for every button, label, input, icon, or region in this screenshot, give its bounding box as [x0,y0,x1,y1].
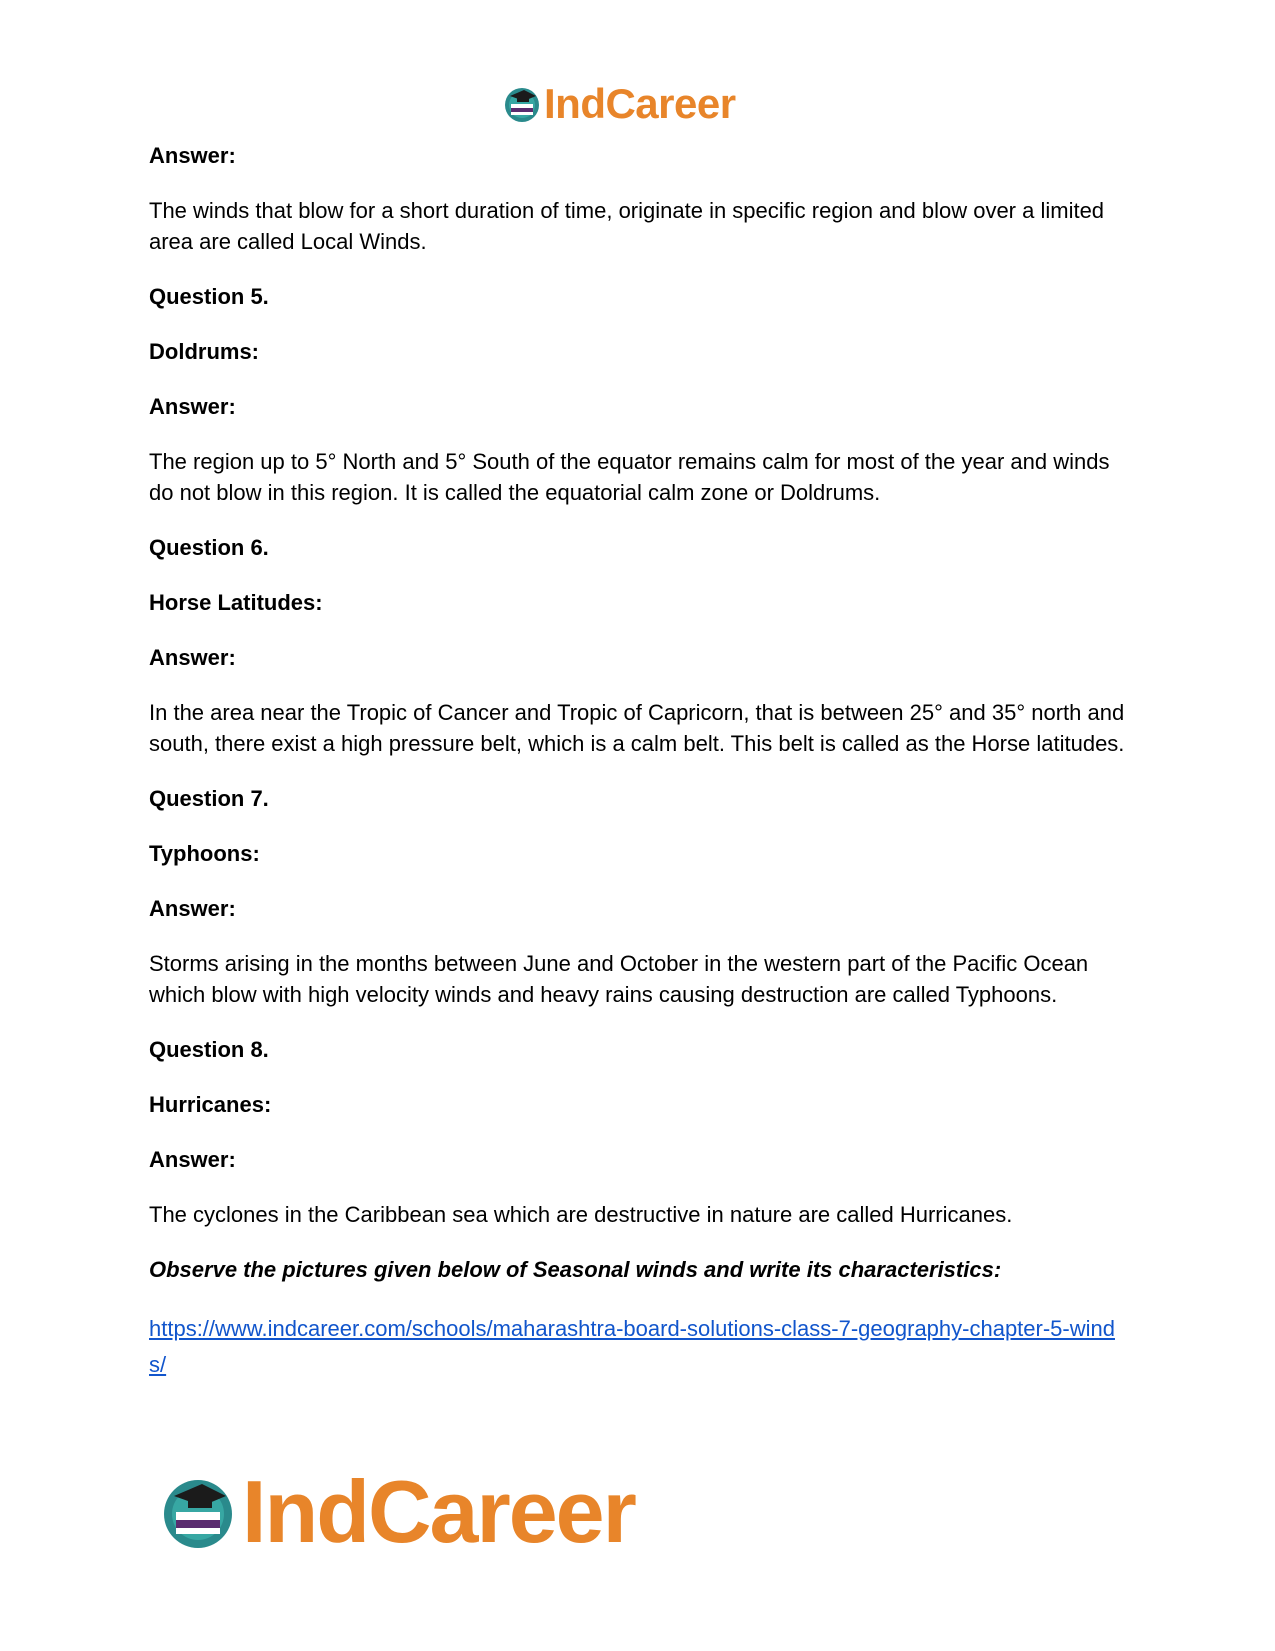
answer-text: The winds that blow for a short duration of time, originate in specific region and blow over a limited area are called Local Winds. [149,198,1105,254]
answer-text: The cyclones in the Caribbean sea which are destructive in nature are called Hurricanes. [149,1202,1013,1227]
question-number: Question 7. [149,786,269,811]
question-term: Doldrums: [149,339,259,364]
graduation-cap-book-globe-icon [158,1472,238,1552]
graduation-cap-book-globe-icon [502,84,542,124]
header-logo [502,78,736,130]
answer-label: Answer: [149,143,236,168]
question-number: Question 5. [149,284,269,309]
instruction-text: Observe the pictures given below of Seasonal winds and write its characteristics: [149,1257,1002,1282]
answer-text: Storms arising in the months between June and October in the western part of the Pacific Ocean which blow with high velocity winds and heavy rains causing destruction are called Typhoons. [149,951,1089,1007]
brand-name: IndCareer [242,1462,635,1561]
source-link[interactable]: https://www.indcareer.com/schools/maharashtra-board-solutions-class-7-geography-chapter-5-winds/ [149,1316,1115,1377]
answer-label: Answer: [149,1147,236,1172]
question-number: Question 8. [149,1037,269,1062]
question-term: Horse Latitudes: [149,590,323,615]
question-term: Hurricanes: [149,1092,272,1117]
answer-label: Answer: [149,645,236,670]
footer-logo [158,1462,635,1562]
answer-text: The region up to 5° North and 5° South of the equator remains calm for most of the year and winds do not blow in this region. It is called the equatorial calm zone or Doldrums. [149,449,1110,505]
brand-name: IndCareer [544,80,736,127]
document-body [149,140,1129,1383]
question-term: Typhoons: [149,841,260,866]
question-number: Question 6. [149,535,269,560]
answer-label: Answer: [149,394,236,419]
answer-text: In the area near the Tropic of Cancer and Tropic of Capricorn, that is between 25° and 35° north and south, there exist a high pressure belt, which is a calm belt. This belt is called as the Horse latitudes. [149,700,1125,756]
answer-label: Answer: [149,896,236,921]
